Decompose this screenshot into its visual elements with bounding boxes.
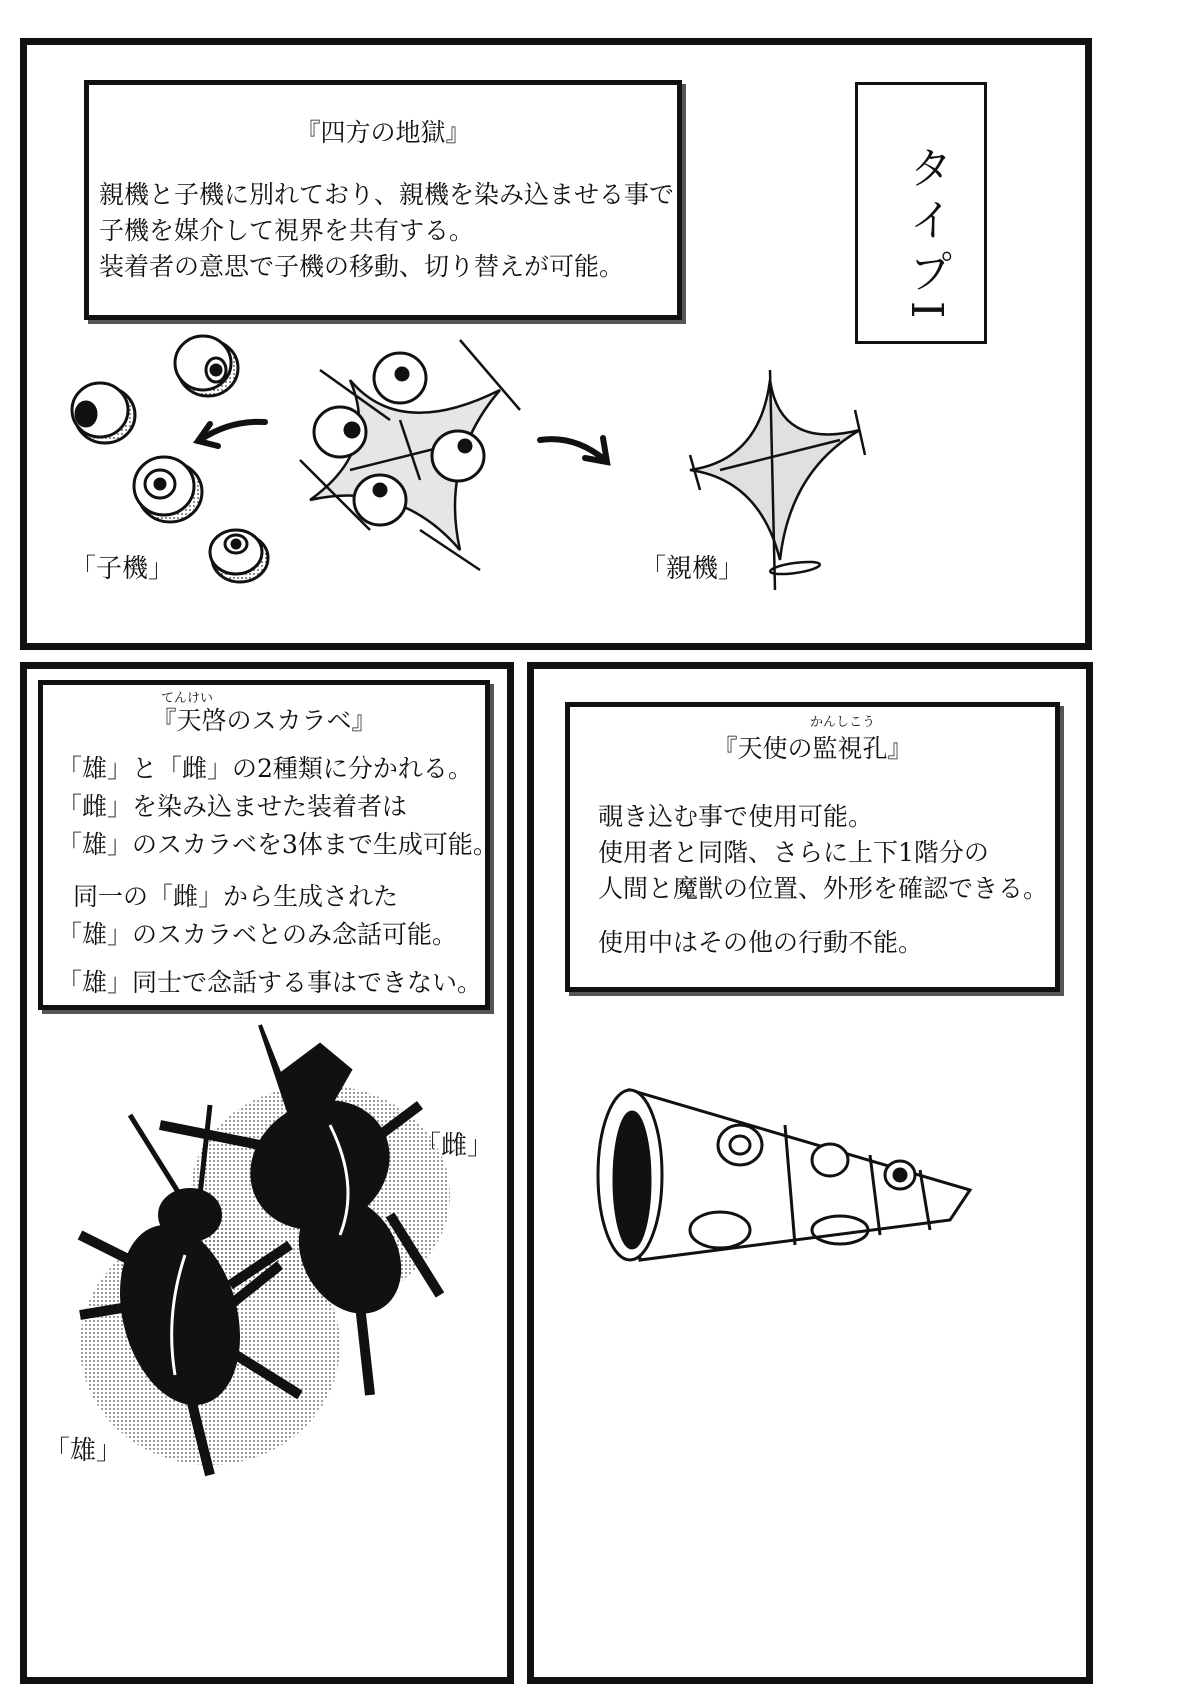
child-label: 「子機」	[70, 554, 175, 584]
text-line: 「雄」と「雌」の2種類に分かれる。	[57, 754, 473, 783]
text-box-shihou	[84, 80, 682, 320]
text-line: 使用中はその他の行動不能。	[598, 928, 924, 957]
type-label: タイプI	[901, 145, 952, 327]
arrow-right-illustration	[535, 420, 615, 480]
female-label: 「雌」	[415, 1131, 494, 1161]
type-label-box	[855, 82, 987, 344]
text-line: 覗き込む事で使用可能。	[598, 802, 874, 831]
text-line: 装着者の意思で子機の移動、切り替えが可能。	[99, 252, 625, 281]
box-title: 『天使の監視孔』	[712, 734, 913, 763]
text-box-peephole	[565, 702, 1060, 992]
text-line: 「雌」を染み込ませた装着者は	[57, 792, 408, 821]
ruby-tenkei: てんけい	[161, 691, 214, 706]
text-line: 人間と魔獣の位置、外形を確認できる。	[598, 874, 1049, 903]
box-title: 『四方の地獄』	[295, 118, 471, 147]
text-line: 親機と子機に別れており、親機を染み込ませる事で	[99, 180, 675, 209]
text-box-scarab	[38, 680, 498, 1010]
text-line: 「雄」のスカラベを3体まで生成可能。	[57, 830, 498, 859]
text-line: 「雄」同士で念話する事はできない。	[57, 968, 483, 997]
peephole-tube-illustration	[590, 1070, 990, 1270]
combined-device-illustration	[290, 330, 540, 570]
text-line: 同一の「雌」から生成された	[73, 882, 399, 911]
text-line: 使用者と同階、さらに上下1階分の	[598, 838, 989, 867]
ruby-kanshikou: かんしこう	[810, 715, 876, 730]
parent-label: 「親機」	[640, 554, 745, 584]
text-line: 子機を媒介して視界を共有する。	[99, 216, 475, 245]
box-title: 『天啓のスカラベ』	[151, 706, 377, 735]
text-line: 「雄」のスカラベとのみ念話可能。	[57, 920, 458, 949]
beetles-illustration	[60, 1015, 480, 1615]
male-label: 「雄」	[44, 1436, 123, 1466]
